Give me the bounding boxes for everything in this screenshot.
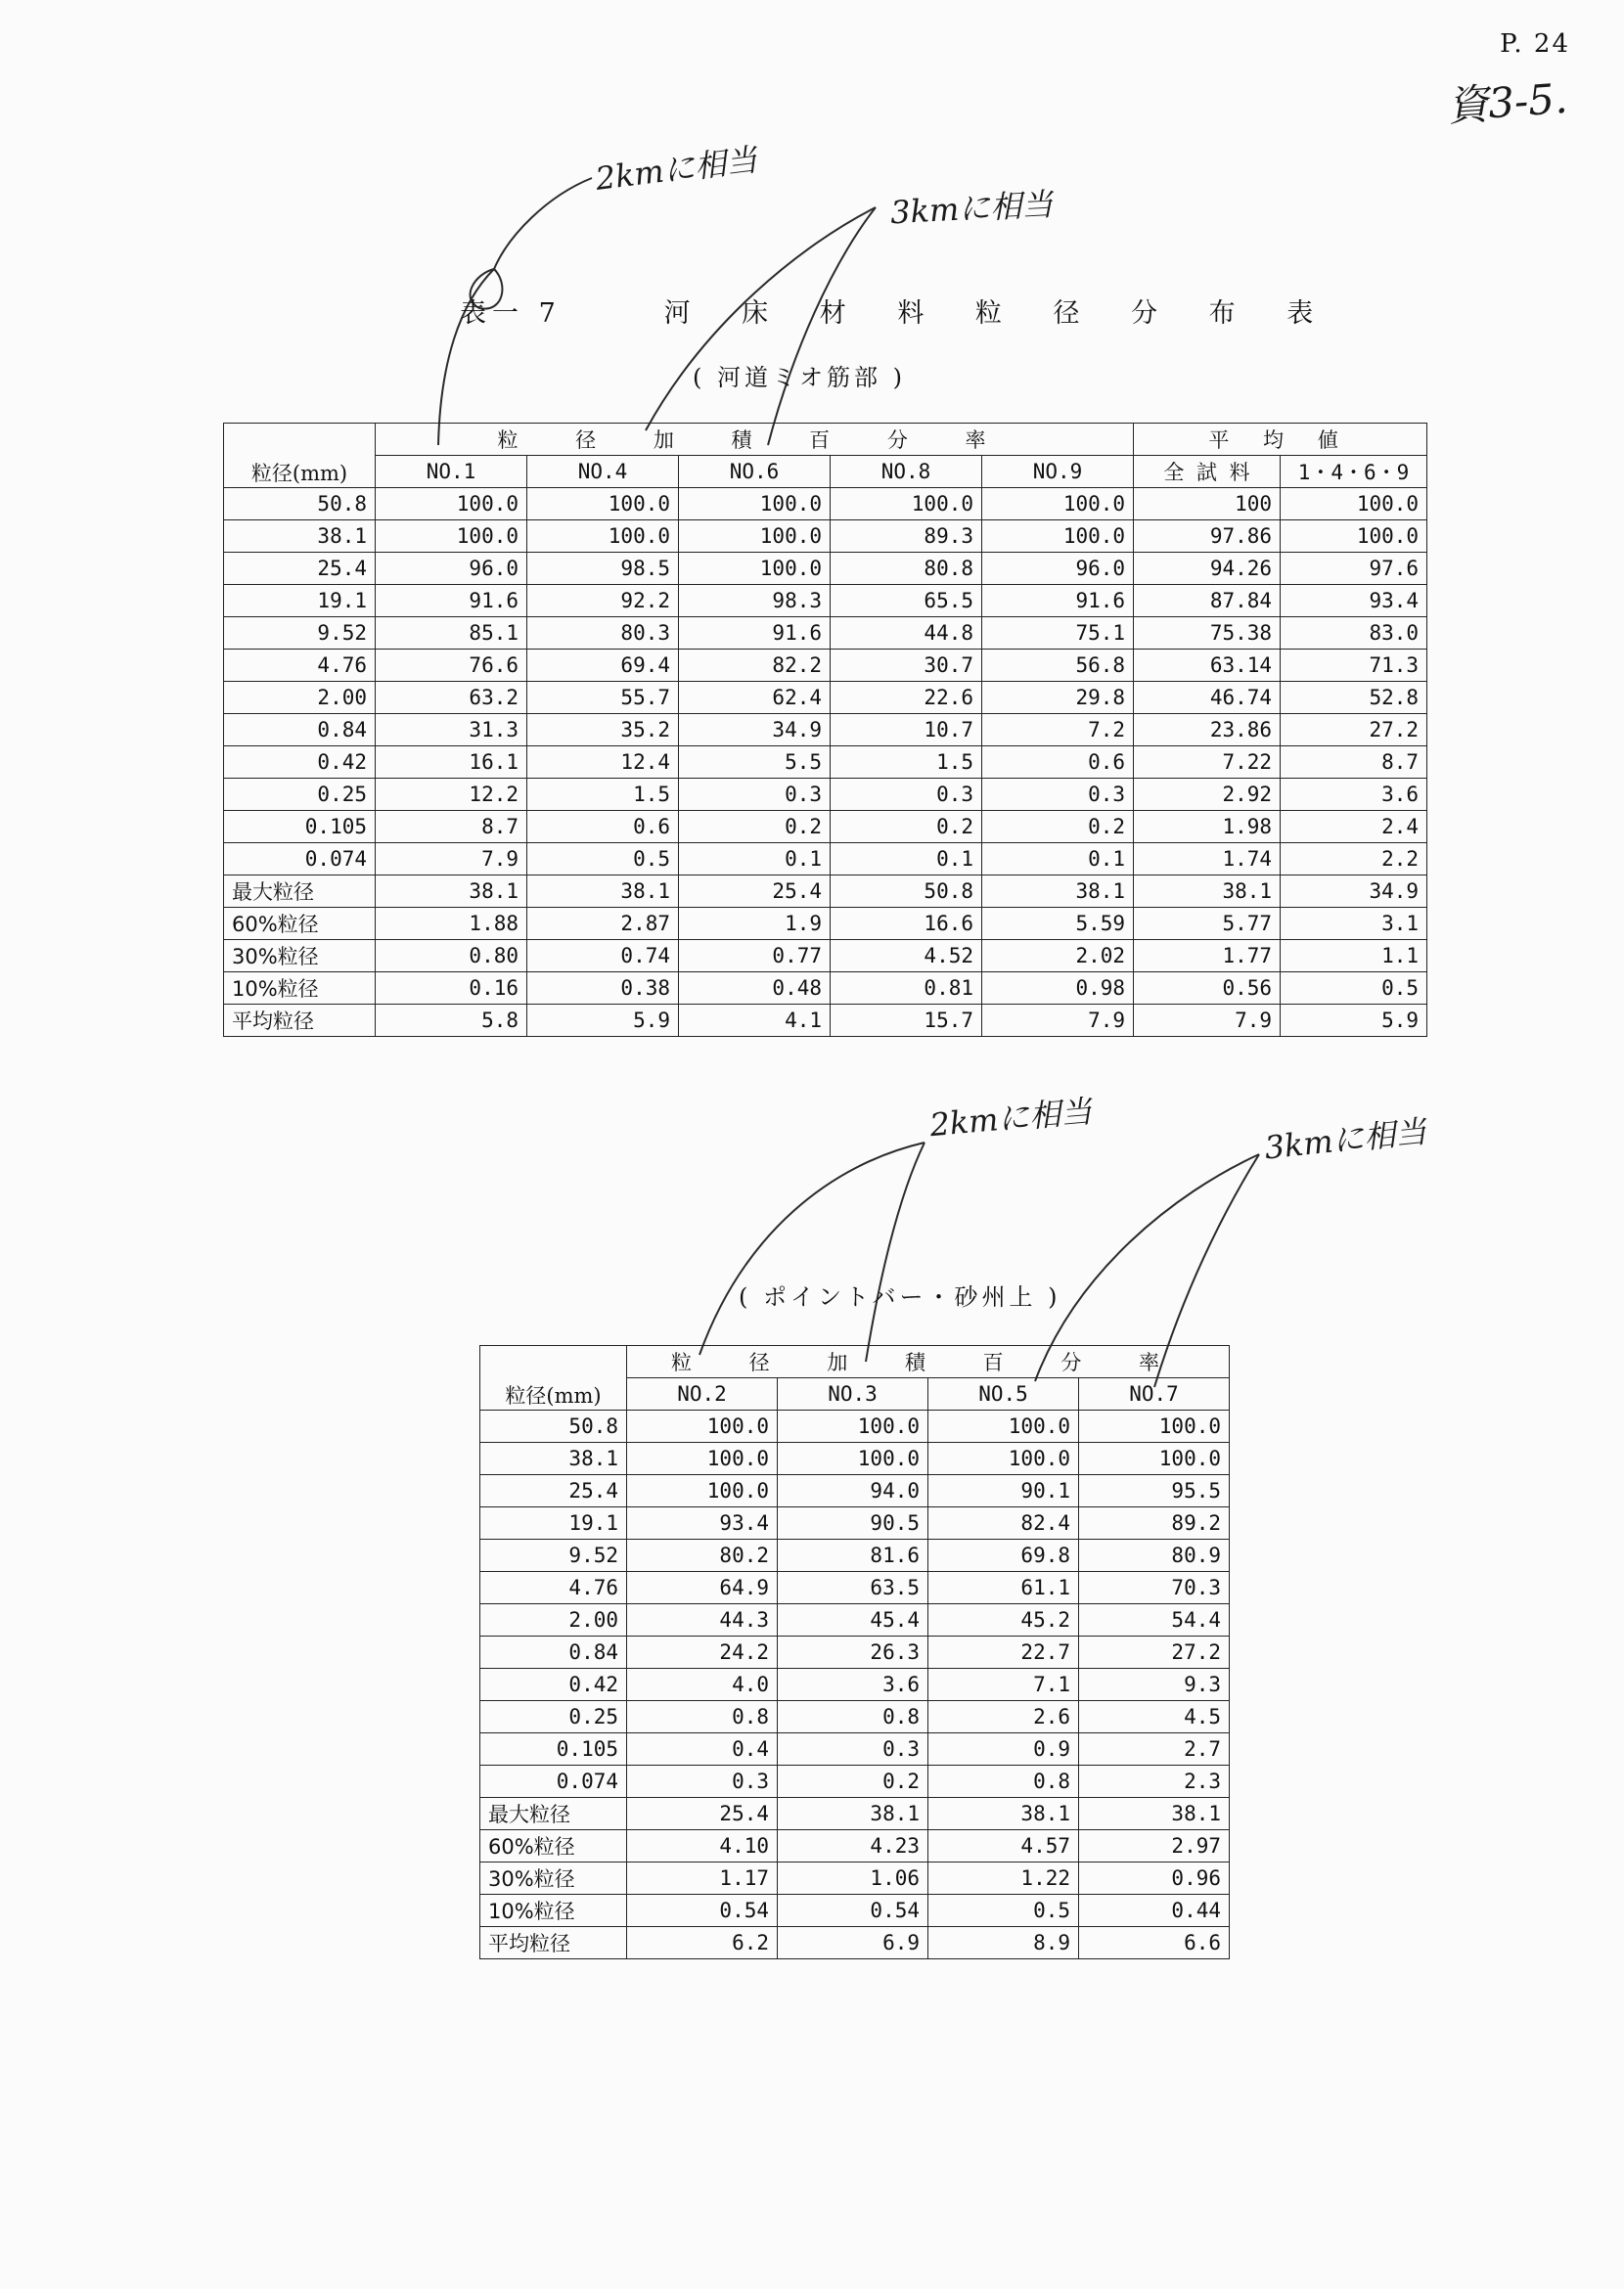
table-row — [224, 488, 1427, 520]
table-cell: 23.86 — [1134, 714, 1281, 746]
table-row — [224, 811, 1427, 843]
table-cell: 63.5 — [778, 1572, 928, 1604]
table-cell: 7.22 — [1134, 746, 1281, 779]
table-cell: 0.8 — [778, 1701, 928, 1733]
table-cell: 1.5 — [831, 746, 982, 779]
table-row — [480, 1927, 1230, 1959]
table-cell: 38.1 — [376, 875, 527, 908]
table-cell: 93.4 — [1281, 585, 1427, 617]
table-row — [480, 1766, 1230, 1798]
row-label: 0.25 — [224, 779, 376, 811]
row-label: 30%粒径 — [224, 940, 376, 972]
handwritten-note-3km-lower: 3kmに相当 — [1262, 1112, 1428, 1167]
row-label: 0.074 — [224, 843, 376, 875]
table-cell: 100.0 — [928, 1443, 1079, 1475]
handwritten-note-3km-upper: 3kmに相当 — [889, 185, 1055, 232]
table-cell: 2.4 — [1281, 811, 1427, 843]
table-cell: 31.3 — [376, 714, 527, 746]
table-cell: 98.5 — [527, 553, 679, 585]
table-cell: 1.98 — [1134, 811, 1281, 843]
row-label: 9.52 — [480, 1540, 627, 1572]
column-header: NO.7 — [1079, 1378, 1230, 1411]
table-cell: 5.77 — [1134, 908, 1281, 940]
table-cell: 7.9 — [982, 1005, 1134, 1037]
table-cell: 62.4 — [679, 682, 831, 714]
table-cell: 100.0 — [778, 1411, 928, 1443]
average-header: 平 均 値 — [1134, 424, 1427, 456]
table-row — [224, 714, 1427, 746]
table-cell: 25.4 — [679, 875, 831, 908]
table-row — [224, 617, 1427, 650]
row-label: 10%粒径 — [480, 1895, 627, 1927]
table-cell: 16.6 — [831, 908, 982, 940]
table-cell: 55.7 — [527, 682, 679, 714]
table-cell: 0.56 — [1134, 972, 1281, 1005]
row-label: 0.105 — [480, 1733, 627, 1766]
table-cell: 2.97 — [1079, 1830, 1230, 1863]
table-row — [480, 1411, 1230, 1443]
column-header: NO.5 — [928, 1378, 1079, 1411]
row-label: 19.1 — [480, 1507, 627, 1540]
table-cell: 87.84 — [1134, 585, 1281, 617]
table-row — [480, 1669, 1230, 1701]
table-cell: 4.0 — [627, 1669, 778, 1701]
table-cell: 3.1 — [1281, 908, 1427, 940]
table-cell: 76.6 — [376, 650, 527, 682]
table2-subtitle: ( ポイントバー・砂州上 ) — [739, 1283, 1061, 1311]
table-cell: 38.1 — [982, 875, 1134, 908]
table-cell: 7.2 — [982, 714, 1134, 746]
table-row — [224, 940, 1427, 972]
table-cell: 0.2 — [831, 811, 982, 843]
table-cell: 45.4 — [778, 1604, 928, 1637]
table-cell: 100.0 — [527, 520, 679, 553]
table-cell: 100.0 — [376, 488, 527, 520]
table-cell: 1.88 — [376, 908, 527, 940]
table-row — [480, 1830, 1230, 1863]
row-label-header: 粒径(mm) — [224, 424, 376, 488]
table-cell: 0.5 — [928, 1895, 1079, 1927]
table-cell: 38.1 — [928, 1798, 1079, 1830]
table-cell: 6.2 — [627, 1927, 778, 1959]
table-cell: 75.38 — [1134, 617, 1281, 650]
table-cell: 12.2 — [376, 779, 527, 811]
table-cell: 4.5 — [1079, 1701, 1230, 1733]
column-header: NO.6 — [679, 456, 831, 488]
column-header: NO.1 — [376, 456, 527, 488]
row-label: 平均粒径 — [224, 1005, 376, 1037]
table-row — [480, 1443, 1230, 1475]
table-cell: 100.0 — [679, 488, 831, 520]
column-header: 全 試 料 — [1134, 456, 1281, 488]
table-cell: 7.9 — [376, 843, 527, 875]
table-cell: 38.1 — [1134, 875, 1281, 908]
table-cell: 98.3 — [679, 585, 831, 617]
row-label-header: 粒径(mm) — [480, 1346, 627, 1411]
table-cell: 8.7 — [376, 811, 527, 843]
table-cell: 70.3 — [1079, 1572, 1230, 1604]
row-label: 30%粒径 — [480, 1863, 627, 1895]
table-cell: 82.4 — [928, 1507, 1079, 1540]
table-cell: 27.2 — [1079, 1637, 1230, 1669]
table-cell: 65.5 — [831, 585, 982, 617]
table-cell: 0.96 — [1079, 1863, 1230, 1895]
table-cell: 5.9 — [527, 1005, 679, 1037]
table-cell: 4.57 — [928, 1830, 1079, 1863]
table-row — [224, 908, 1427, 940]
table-cell: 100.0 — [928, 1411, 1079, 1443]
table-cell: 100.0 — [1079, 1411, 1230, 1443]
table-cell: 2.2 — [1281, 843, 1427, 875]
table-cell: 34.9 — [679, 714, 831, 746]
table-row — [480, 1572, 1230, 1604]
table-cell: 6.6 — [1079, 1927, 1230, 1959]
group-header: 粒 径 加 積 百 分 率 — [376, 424, 1134, 456]
table-cell: 89.3 — [831, 520, 982, 553]
table-cell: 89.2 — [1079, 1507, 1230, 1540]
table-cell: 71.3 — [1281, 650, 1427, 682]
table-cell: 46.74 — [1134, 682, 1281, 714]
table-cell: 97.86 — [1134, 520, 1281, 553]
table-cell: 61.1 — [928, 1572, 1079, 1604]
table-cell: 44.3 — [627, 1604, 778, 1637]
table-row — [480, 1798, 1230, 1830]
table-cell: 0.44 — [1079, 1895, 1230, 1927]
table-cell: 90.5 — [778, 1507, 928, 1540]
table-cell: 5.5 — [679, 746, 831, 779]
table-cell: 0.2 — [982, 811, 1134, 843]
table-cell: 0.74 — [527, 940, 679, 972]
table-cell: 4.1 — [679, 1005, 831, 1037]
table-cell: 100 — [1134, 488, 1281, 520]
row-label: 0.42 — [480, 1669, 627, 1701]
row-label: 最大粒径 — [480, 1798, 627, 1830]
table-cell: 38.1 — [778, 1798, 928, 1830]
table-cell: 69.4 — [527, 650, 679, 682]
table-cell: 75.1 — [982, 617, 1134, 650]
row-label: 4.76 — [224, 650, 376, 682]
table-cell: 80.3 — [527, 617, 679, 650]
table-cell: 0.1 — [982, 843, 1134, 875]
table-cell: 35.2 — [527, 714, 679, 746]
table-cell: 0.1 — [679, 843, 831, 875]
table-cell: 0.6 — [982, 746, 1134, 779]
table-cell: 100.0 — [679, 553, 831, 585]
table-row — [224, 1005, 1427, 1037]
table-row — [480, 1507, 1230, 1540]
table-row — [224, 779, 1427, 811]
table-cell: 8.7 — [1281, 746, 1427, 779]
page-number: P. 24 — [1500, 29, 1570, 59]
table-cell: 22.7 — [928, 1637, 1079, 1669]
handwritten-note-2km-upper: 2kmに相当 — [593, 141, 760, 198]
table-cell: 0.81 — [831, 972, 982, 1005]
table-cell: 2.3 — [1079, 1766, 1230, 1798]
handwritten-note-2km-lower: 2kmに相当 — [927, 1092, 1094, 1144]
column-header: NO.2 — [627, 1378, 778, 1411]
row-label: 2.00 — [224, 682, 376, 714]
table-cell: 91.6 — [376, 585, 527, 617]
table-cell: 82.2 — [679, 650, 831, 682]
row-label: 10%粒径 — [224, 972, 376, 1005]
table1-subtitle: ( 河道ミオ筋部 ) — [693, 364, 906, 391]
table-cell: 95.5 — [1079, 1475, 1230, 1507]
row-label: 9.52 — [224, 617, 376, 650]
table-cell: 0.38 — [527, 972, 679, 1005]
table-cell: 92.2 — [527, 585, 679, 617]
column-header: 1・4・6・9 — [1281, 456, 1427, 488]
table-cell: 0.80 — [376, 940, 527, 972]
table-cell: 100.0 — [1281, 520, 1427, 553]
table-cell: 80.8 — [831, 553, 982, 585]
row-label: 38.1 — [224, 520, 376, 553]
table-cell: 0.8 — [627, 1701, 778, 1733]
table-cell: 6.9 — [778, 1927, 928, 1959]
table-cell: 100.0 — [1079, 1443, 1230, 1475]
row-label: 0.074 — [480, 1766, 627, 1798]
row-label: 25.4 — [480, 1475, 627, 1507]
table-cell: 3.6 — [778, 1669, 928, 1701]
table-cell: 80.9 — [1079, 1540, 1230, 1572]
table-row — [224, 972, 1427, 1005]
table-cell: 91.6 — [982, 585, 1134, 617]
table-cell: 5.9 — [1281, 1005, 1427, 1037]
table-cell: 94.26 — [1134, 553, 1281, 585]
table-cell: 34.9 — [1281, 875, 1427, 908]
table-cell: 100.0 — [982, 488, 1134, 520]
column-header: NO.4 — [527, 456, 679, 488]
table-cell: 5.8 — [376, 1005, 527, 1037]
table-cell: 97.6 — [1281, 553, 1427, 585]
table-cell: 25.4 — [627, 1798, 778, 1830]
row-label: 0.25 — [480, 1701, 627, 1733]
table-cell: 1.22 — [928, 1863, 1079, 1895]
row-label: 2.00 — [480, 1604, 627, 1637]
table-cell: 7.9 — [1134, 1005, 1281, 1037]
column-header: NO.3 — [778, 1378, 928, 1411]
table-cell: 0.5 — [527, 843, 679, 875]
table-cell: 30.7 — [831, 650, 982, 682]
table-cell: 8.9 — [928, 1927, 1079, 1959]
table-cell: 1.17 — [627, 1863, 778, 1895]
table-cell: 93.4 — [627, 1507, 778, 1540]
table-cell: 0.48 — [679, 972, 831, 1005]
table-cell: 0.2 — [778, 1766, 928, 1798]
row-label: 平均粒径 — [480, 1927, 627, 1959]
table-cell: 2.6 — [928, 1701, 1079, 1733]
table-cell: 0.2 — [679, 811, 831, 843]
table-cell: 0.8 — [928, 1766, 1079, 1798]
table-row — [480, 1637, 1230, 1669]
table-cell: 26.3 — [778, 1637, 928, 1669]
table-cell: 1.1 — [1281, 940, 1427, 972]
table-cell: 0.77 — [679, 940, 831, 972]
table-cell: 83.0 — [1281, 617, 1427, 650]
table-cell: 24.2 — [627, 1637, 778, 1669]
column-header: NO.8 — [831, 456, 982, 488]
table-cell: 0.1 — [831, 843, 982, 875]
table-cell: 100.0 — [982, 520, 1134, 553]
table-row — [224, 553, 1427, 585]
table-cell: 85.1 — [376, 617, 527, 650]
table-cell: 4.23 — [778, 1830, 928, 1863]
table-cell: 0.54 — [627, 1895, 778, 1927]
group-header: 粒 径 加 積 百 分 率 — [627, 1346, 1230, 1378]
table-cell: 63.14 — [1134, 650, 1281, 682]
table-cell: 1.06 — [778, 1863, 928, 1895]
row-label: 25.4 — [224, 553, 376, 585]
table-cell: 10.7 — [831, 714, 982, 746]
table-cell: 4.10 — [627, 1830, 778, 1863]
table-cell: 1.5 — [527, 779, 679, 811]
table-cell: 54.4 — [1079, 1604, 1230, 1637]
table-cell: 100.0 — [627, 1475, 778, 1507]
table-cell: 16.1 — [376, 746, 527, 779]
row-label: 0.105 — [224, 811, 376, 843]
table-cell: 12.4 — [527, 746, 679, 779]
table-cell: 56.8 — [982, 650, 1134, 682]
row-label: 0.42 — [224, 746, 376, 779]
table-cell: 100.0 — [778, 1443, 928, 1475]
table-cell: 0.3 — [679, 779, 831, 811]
table-cell: 50.8 — [831, 875, 982, 908]
table-cell: 45.2 — [928, 1604, 1079, 1637]
table-cell: 0.16 — [376, 972, 527, 1005]
table-cell: 0.4 — [627, 1733, 778, 1766]
table-cell: 5.59 — [982, 908, 1134, 940]
row-label: 50.8 — [480, 1411, 627, 1443]
table-cell: 2.7 — [1079, 1733, 1230, 1766]
row-label: 0.84 — [224, 714, 376, 746]
table-row — [480, 1475, 1230, 1507]
table-cell: 0.9 — [928, 1733, 1079, 1766]
table-cell: 2.92 — [1134, 779, 1281, 811]
table-row — [480, 1701, 1230, 1733]
row-label: 60%粒径 — [224, 908, 376, 940]
table-cell: 38.1 — [1079, 1798, 1230, 1830]
row-label: 60%粒径 — [480, 1830, 627, 1863]
column-header: NO.9 — [982, 456, 1134, 488]
table-cell: 64.9 — [627, 1572, 778, 1604]
table-cell: 7.1 — [928, 1669, 1079, 1701]
table-cell: 2.87 — [527, 908, 679, 940]
table-cell: 100.0 — [1281, 488, 1427, 520]
table-cell: 0.98 — [982, 972, 1134, 1005]
table-cell: 69.8 — [928, 1540, 1079, 1572]
table-cell: 1.77 — [1134, 940, 1281, 972]
table-row — [224, 585, 1427, 617]
table1-name: 河 床 材 料 粒 径 分 布 表 — [663, 298, 1335, 329]
table-cell: 0.54 — [778, 1895, 928, 1927]
table-cell: 9.3 — [1079, 1669, 1230, 1701]
row-label: 50.8 — [224, 488, 376, 520]
table-row — [480, 1540, 1230, 1572]
table-row — [480, 1895, 1230, 1927]
table-row — [480, 1733, 1230, 1766]
table-cell: 0.3 — [778, 1733, 928, 1766]
table-cell: 90.1 — [928, 1475, 1079, 1507]
table-cell: 0.3 — [627, 1766, 778, 1798]
row-label: 最大粒径 — [224, 875, 376, 908]
table-row — [480, 1604, 1230, 1637]
table1-title — [460, 292, 1334, 330]
table-cell: 100.0 — [831, 488, 982, 520]
table-cell: 1.74 — [1134, 843, 1281, 875]
table-cell: 63.2 — [376, 682, 527, 714]
table-row — [224, 682, 1427, 714]
table-row — [224, 746, 1427, 779]
table-cell: 38.1 — [527, 875, 679, 908]
table-cell: 44.8 — [831, 617, 982, 650]
table-cell: 0.5 — [1281, 972, 1427, 1005]
table-cell: 3.6 — [1281, 779, 1427, 811]
table-row — [224, 875, 1427, 908]
table-cell: 100.0 — [376, 520, 527, 553]
table1-id: 表一 7 — [460, 298, 562, 329]
table-cell: 96.0 — [376, 553, 527, 585]
table2-grain-size-distribution — [479, 1345, 1230, 1959]
row-label: 4.76 — [480, 1572, 627, 1604]
table-row — [224, 843, 1427, 875]
table-cell: 15.7 — [831, 1005, 982, 1037]
row-label: 19.1 — [224, 585, 376, 617]
table-cell: 100.0 — [527, 488, 679, 520]
table-cell: 52.8 — [1281, 682, 1427, 714]
table-row — [224, 650, 1427, 682]
table-cell: 80.2 — [627, 1540, 778, 1572]
table-cell: 100.0 — [679, 520, 831, 553]
table-cell: 0.3 — [982, 779, 1134, 811]
table-cell: 81.6 — [778, 1540, 928, 1572]
table-cell: 100.0 — [627, 1443, 778, 1475]
table-cell: 1.9 — [679, 908, 831, 940]
table-row — [480, 1863, 1230, 1895]
table-cell: 4.52 — [831, 940, 982, 972]
handwritten-reference: 資3-5. — [1445, 73, 1569, 131]
table-cell: 29.8 — [982, 682, 1134, 714]
row-label: 0.84 — [480, 1637, 627, 1669]
table-cell: 27.2 — [1281, 714, 1427, 746]
table-cell: 0.3 — [831, 779, 982, 811]
table-cell: 91.6 — [679, 617, 831, 650]
table-cell: 22.6 — [831, 682, 982, 714]
row-label: 38.1 — [480, 1443, 627, 1475]
table-cell: 96.0 — [982, 553, 1134, 585]
table-cell: 2.02 — [982, 940, 1134, 972]
table-cell: 0.6 — [527, 811, 679, 843]
table-cell: 100.0 — [627, 1411, 778, 1443]
table1-grain-size-distribution — [223, 423, 1427, 1037]
table-cell: 94.0 — [778, 1475, 928, 1507]
table-row — [224, 520, 1427, 553]
